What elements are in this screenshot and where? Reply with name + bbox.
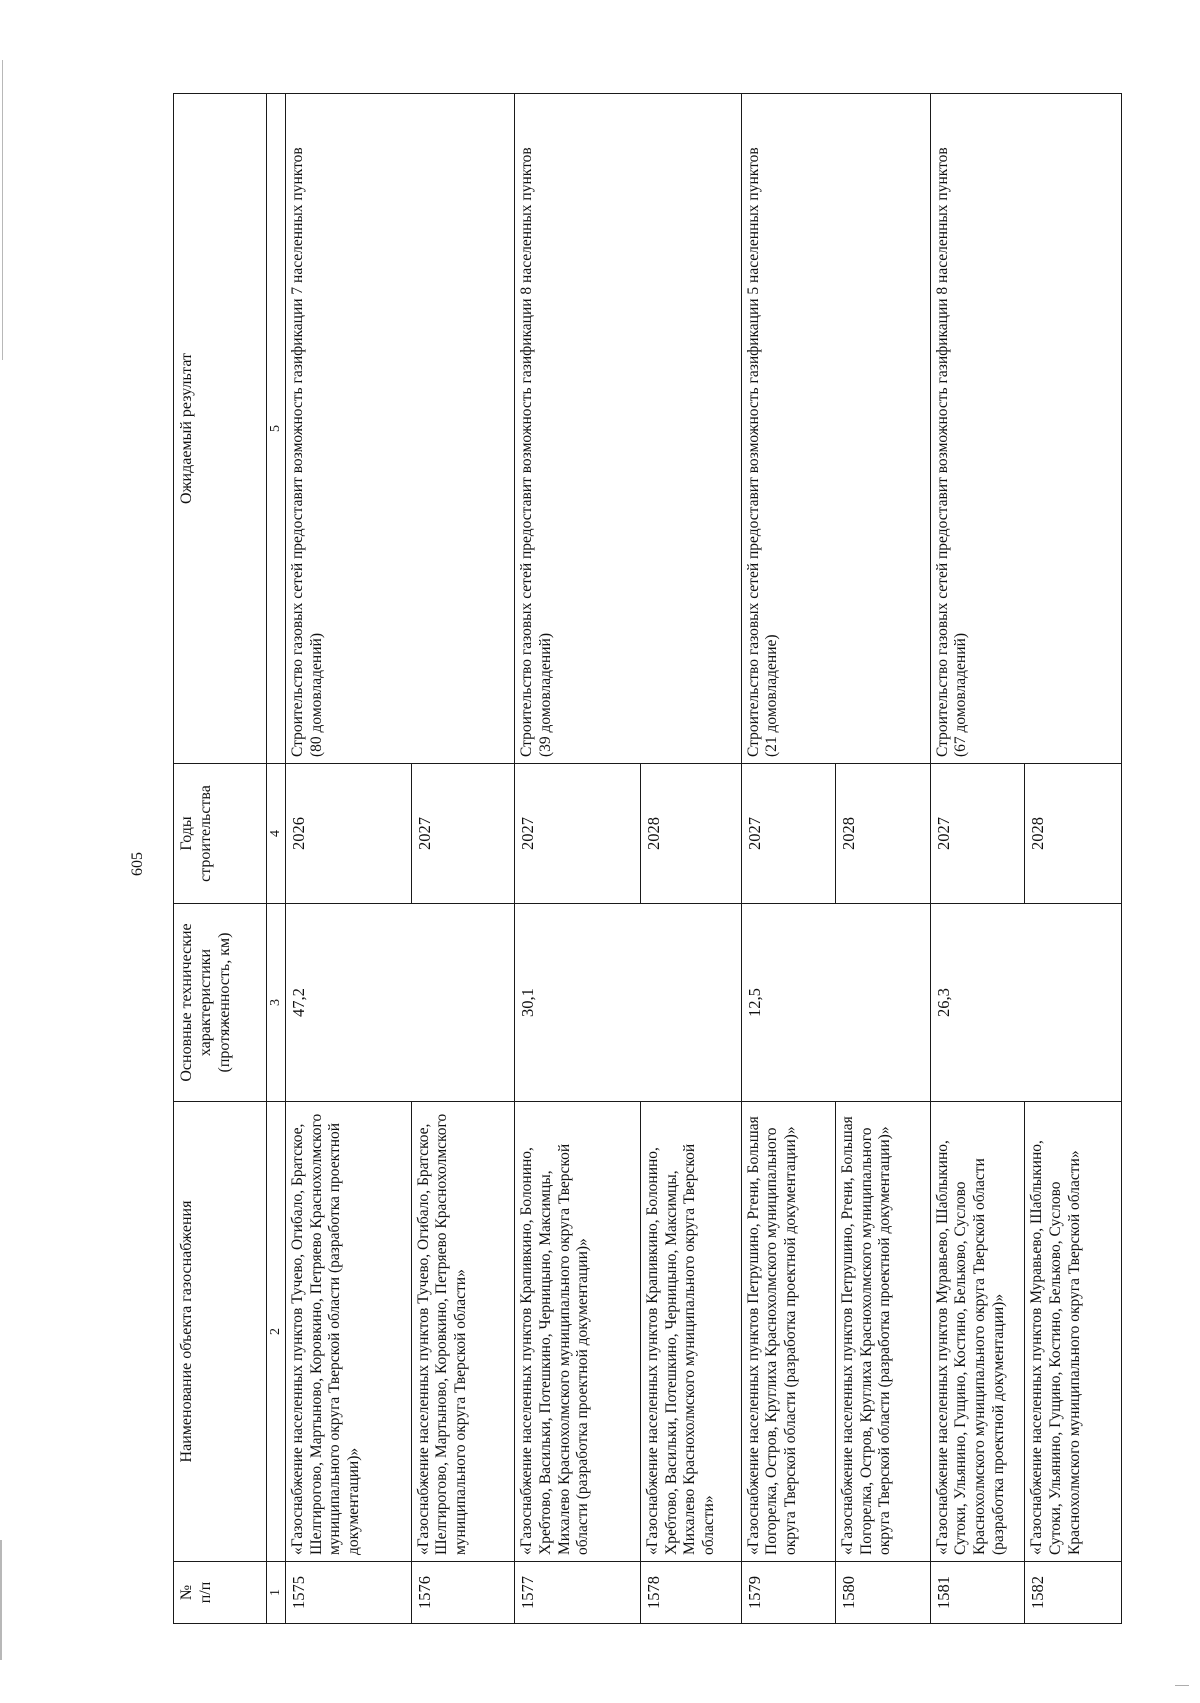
object-name: «Газоснабжение населенных пунктов Тучево, Огибало, Братское, Шелгирогово, Мартыново, Коровкино, Петряево Краснохолмского муниципального округа Тверской области» <box>411 1102 515 1562</box>
expected-result: Строительство газовых сетей предоставит возможность газификации 7 населенных пунктов (80 домовладений) <box>286 94 515 764</box>
expected-result: Строительство газовых сетей предоставит возможность газификации 5 населенных пунктов (21 домовладение) <box>741 94 930 764</box>
column-index: 1 <box>267 1562 286 1624</box>
gas-supply-table <box>173 93 1122 1624</box>
construction-year: 2027 <box>515 764 641 904</box>
construction-year: 2027 <box>411 764 515 904</box>
row-number: 1575 <box>286 1562 412 1624</box>
row-number: 1580 <box>836 1562 931 1624</box>
row-number: 1577 <box>515 1562 641 1624</box>
table-row <box>741 94 836 1624</box>
header-result: Ожидаемый результат <box>174 94 267 764</box>
construction-year: 2028 <box>1025 764 1122 904</box>
scan-edge-mark <box>1175 1685 1189 1686</box>
construction-year: 2028 <box>641 764 742 904</box>
length-km: 12,5 <box>741 904 930 1102</box>
table-row <box>286 94 412 1624</box>
length-km: 47,2 <box>286 904 515 1102</box>
header-length: Основные технические характеристики (протяженность, км) <box>174 904 267 1102</box>
construction-year: 2027 <box>741 764 836 904</box>
page-number: 605 <box>129 852 146 876</box>
object-name: «Газоснабжение населенных пунктов Петрушино, Ргени, Большая Погорелка, Остров, Круглиха Краснохолмского муниципального округа Тверской области (разработка проектной документации)» <box>741 1102 836 1562</box>
construction-year: 2026 <box>286 764 412 904</box>
header-name: Наименование объекта газоснабжения <box>174 1102 267 1562</box>
row-number: 1579 <box>741 1562 836 1624</box>
column-index: 4 <box>267 764 286 904</box>
object-name: «Газоснабжение населенных пунктов Муравьево, Шаблыкино, Сутоки, Ульянино, Гущино, Костино, Бельково, Суслово Краснохолмского муниципального округа Тверской области» <box>1025 1102 1122 1562</box>
header-years: Годы строительства <box>174 764 267 904</box>
column-index: 3 <box>267 904 286 1102</box>
row-number: 1576 <box>411 1562 515 1624</box>
column-index-row <box>267 94 286 1624</box>
table-row <box>930 94 1025 1624</box>
column-index: 2 <box>267 1102 286 1562</box>
row-number: 1581 <box>930 1562 1025 1624</box>
construction-year: 2028 <box>836 764 931 904</box>
length-km: 26,3 <box>930 904 1121 1102</box>
rotated-table-container <box>173 94 1122 1624</box>
column-index: 5 <box>267 94 286 764</box>
expected-result: Строительство газовых сетей предоставит возможность газификации 8 населенных пунктов (39 домовладений) <box>515 94 741 764</box>
construction-year: 2027 <box>930 764 1025 904</box>
table-row <box>515 94 641 1624</box>
row-number: 1582 <box>1025 1562 1122 1624</box>
scan-edge-mark <box>0 1540 2 1660</box>
header-num: № п/п <box>174 1562 267 1624</box>
object-name: «Газоснабжение населенных пунктов Крапивкино, Болонино, Хребтово, Васильки, Потешкино, Черницыно, Максимцы, Михалево Краснохолмского муниципального округа Тверской области» <box>641 1102 742 1562</box>
header-row <box>174 94 267 1624</box>
scan-edge-mark <box>2 60 3 360</box>
object-name: «Газоснабжение населенных пунктов Крапивкино, Болонино, Хребтово, Васильки, Потешкино, Черницыно, Максимцы, Михалево Краснохолмского муниципального округа Тверской области (разработка проектной документации)» <box>515 1102 641 1562</box>
row-number: 1578 <box>641 1562 742 1624</box>
object-name: «Газоснабжение населенных пунктов Петрушино, Ргени, Большая Погорелка, Остров, Круглиха Краснохолмского муниципального округа Тверской области (разработка проектной документации)» <box>836 1102 931 1562</box>
object-name: «Газоснабжение населенных пунктов Муравьево, Шаблыкино, Сутоки, Ульянино, Гущино, Костино, Бельково, Суслово Краснохолмского муниципального округа Тверской области (разработка проектной документации)» <box>930 1102 1025 1562</box>
length-km: 30,1 <box>515 904 741 1102</box>
expected-result: Строительство газовых сетей предоставит возможность газификации 8 населенных пунктов (67 домовладений) <box>930 94 1121 764</box>
object-name: «Газоснабжение населенных пунктов Тучево, Огибало, Братское, Шелгирогово, Мартыново, Коровкино, Петряево Краснохолмского муниципального округа Тверской области (разработка проектной документации)» <box>286 1102 412 1562</box>
